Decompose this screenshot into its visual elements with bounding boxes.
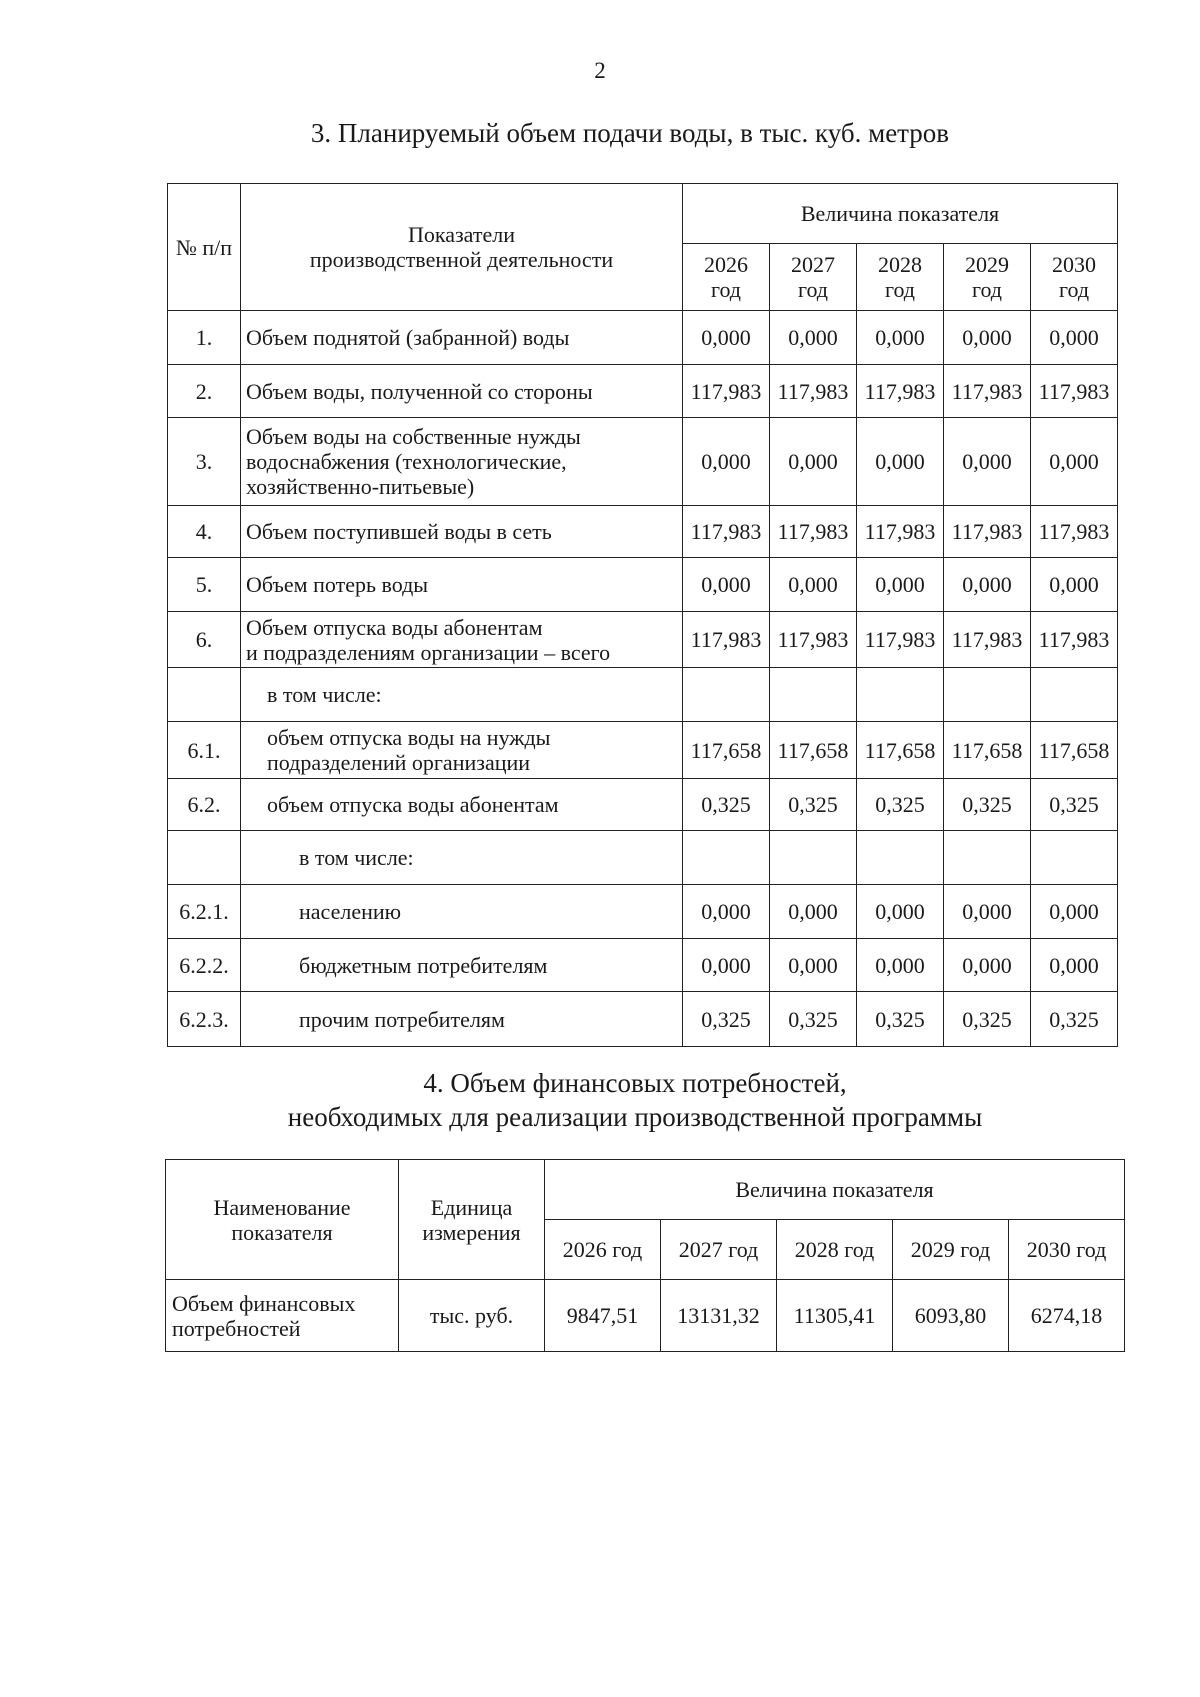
row-label-line: бюджетным потребителям bbox=[299, 952, 548, 978]
header-year-unit: год bbox=[1058, 277, 1090, 302]
row-number: 6.2.2. bbox=[168, 939, 241, 992]
header-unit-line2: измерения bbox=[422, 1219, 521, 1245]
value-cell: 0,000 bbox=[1031, 311, 1118, 365]
row-label-line: прочим потребителям bbox=[299, 1006, 505, 1032]
header-year bbox=[857, 244, 944, 311]
row-label-line: населению bbox=[299, 899, 402, 924]
table-row bbox=[168, 612, 1118, 668]
value-cell: 6274,18 bbox=[1009, 1280, 1125, 1352]
value-cell bbox=[944, 831, 1031, 885]
table-row bbox=[168, 558, 1118, 612]
row-label-line: объем отпуска воды абонентам bbox=[267, 792, 559, 817]
value-cell bbox=[770, 668, 857, 722]
value-cell: 0,000 bbox=[683, 939, 770, 992]
header-indicator-line1: Показатели bbox=[407, 222, 516, 247]
header-year: 2029 год bbox=[893, 1220, 1009, 1280]
header-year: 2026 год bbox=[545, 1220, 661, 1280]
row-label-line: Объем потерь воды bbox=[246, 572, 429, 597]
value-cell: 0,000 bbox=[770, 558, 857, 612]
value-cell: 117,658 bbox=[1031, 722, 1118, 779]
row-label bbox=[241, 506, 683, 558]
row-label bbox=[241, 418, 683, 506]
value-cell: 0,325 bbox=[683, 992, 770, 1047]
value-cell: 117,983 bbox=[683, 506, 770, 558]
header-year bbox=[944, 244, 1031, 311]
value-cell: 0,325 bbox=[944, 992, 1031, 1047]
header-value-group: Величина показателя bbox=[683, 184, 1118, 244]
header-year-unit: год bbox=[971, 277, 1003, 302]
value-cell: 0,000 bbox=[944, 418, 1031, 506]
section-3-title: 3. Планируемый объем подачи воды, в тыс. куб. метров bbox=[310, 118, 950, 148]
table-row bbox=[168, 722, 1118, 779]
value-cell: 0,000 bbox=[1031, 885, 1118, 939]
value-cell: 117,983 bbox=[944, 612, 1031, 668]
header-year bbox=[1031, 244, 1118, 311]
value-cell: 0,000 bbox=[1031, 418, 1118, 506]
row-number: 6.2. bbox=[168, 779, 241, 831]
row-label-line: Объем воды, полученной со стороны bbox=[246, 378, 593, 404]
header-num: № п/п bbox=[168, 184, 241, 311]
table-row bbox=[168, 668, 1118, 722]
section-4-title bbox=[0, 1066, 1200, 1134]
header-year-number: 2026 bbox=[704, 252, 748, 277]
value-cell: 0,325 bbox=[857, 992, 944, 1047]
value-cell: 0,325 bbox=[1031, 992, 1118, 1047]
value-cell: 0,000 bbox=[683, 418, 770, 506]
row-label-line: водоснабжения (технологические, bbox=[246, 449, 567, 474]
value-cell: 117,658 bbox=[683, 722, 770, 779]
row-label-line: объем отпуска воды на нужды bbox=[267, 725, 551, 750]
value-cell: 0,000 bbox=[683, 885, 770, 939]
value-cell: 0,000 bbox=[857, 418, 944, 506]
row-label-line: Объем воды на собственные нужды bbox=[246, 424, 581, 449]
value-cell: 0,325 bbox=[770, 779, 857, 831]
value-cell: 0,000 bbox=[944, 558, 1031, 612]
row-number: 6. bbox=[168, 612, 241, 668]
row-label bbox=[241, 831, 683, 885]
header-indicator bbox=[241, 184, 683, 311]
value-cell: 117,983 bbox=[770, 612, 857, 668]
row-label-line: и подразделениям организации – всего bbox=[246, 639, 611, 665]
value-cell: 0,000 bbox=[683, 558, 770, 612]
header-year bbox=[770, 244, 857, 311]
row-number bbox=[168, 831, 241, 885]
row-label bbox=[241, 885, 683, 939]
row-number: 6.2.3. bbox=[168, 992, 241, 1047]
row-label bbox=[166, 1280, 399, 1352]
value-cell bbox=[1031, 831, 1118, 885]
header-value-group: Величина показателя bbox=[545, 1160, 1125, 1220]
water-supply-table bbox=[167, 183, 1118, 1047]
value-cell: 117,983 bbox=[1031, 612, 1118, 668]
header-unit-line1: Единица bbox=[430, 1194, 513, 1220]
header-year-unit: год bbox=[884, 277, 916, 302]
value-cell bbox=[857, 668, 944, 722]
row-number: 2. bbox=[168, 365, 241, 418]
value-cell: 117,983 bbox=[770, 506, 857, 558]
row-number bbox=[168, 668, 241, 722]
row-number: 1. bbox=[168, 311, 241, 365]
table-row bbox=[168, 885, 1118, 939]
row-label-line: подразделений организации bbox=[267, 750, 531, 775]
row-number: 4. bbox=[168, 506, 241, 558]
row-label bbox=[241, 722, 683, 779]
value-cell: 117,983 bbox=[944, 365, 1031, 418]
value-cell: 0,325 bbox=[770, 992, 857, 1047]
value-cell: 0,000 bbox=[944, 885, 1031, 939]
header-year-number: 2030 bbox=[1052, 252, 1096, 277]
value-cell: 0,325 bbox=[944, 779, 1031, 831]
value-cell: 117,658 bbox=[770, 722, 857, 779]
row-label bbox=[241, 612, 683, 668]
row-label bbox=[241, 939, 683, 992]
row-label bbox=[241, 558, 683, 612]
value-cell: 0,000 bbox=[1031, 939, 1118, 992]
table-row bbox=[168, 506, 1118, 558]
value-cell: 0,000 bbox=[770, 939, 857, 992]
value-cell bbox=[683, 668, 770, 722]
header-year bbox=[683, 244, 770, 311]
value-cell: 11305,41 bbox=[777, 1280, 893, 1352]
row-number: 3. bbox=[168, 418, 241, 506]
value-cell: 117,983 bbox=[1031, 506, 1118, 558]
header-year: 2028 год bbox=[777, 1220, 893, 1280]
value-cell: 0,000 bbox=[944, 311, 1031, 365]
value-cell bbox=[770, 831, 857, 885]
header-indicator-line2: производственной деятельности bbox=[309, 247, 614, 272]
row-label-line: Объем поступившей воды в сеть bbox=[246, 519, 552, 544]
value-cell bbox=[683, 831, 770, 885]
row-label bbox=[241, 365, 683, 418]
value-cell: 117,983 bbox=[857, 365, 944, 418]
row-label bbox=[241, 311, 683, 365]
row-label-line: в том числе: bbox=[299, 845, 414, 870]
table-row bbox=[168, 311, 1118, 365]
header-year-number: 2028 bbox=[878, 252, 922, 277]
value-cell: 0,000 bbox=[857, 558, 944, 612]
table-row bbox=[168, 992, 1118, 1047]
header-unit bbox=[399, 1160, 545, 1280]
row-unit: тыс. руб. bbox=[399, 1280, 545, 1352]
value-cell: 6093,80 bbox=[893, 1280, 1009, 1352]
value-cell: 0,000 bbox=[770, 885, 857, 939]
header-name-line1: Наименование bbox=[213, 1194, 351, 1220]
financial-needs-table bbox=[165, 1159, 1125, 1352]
header-year-unit: год bbox=[710, 277, 742, 302]
value-cell: 117,983 bbox=[857, 506, 944, 558]
header-name-line2: показателя bbox=[231, 1219, 333, 1245]
table-row bbox=[168, 831, 1118, 885]
value-cell: 0,325 bbox=[683, 779, 770, 831]
value-cell: 117,983 bbox=[857, 612, 944, 668]
row-label bbox=[241, 668, 683, 722]
value-cell: 117,983 bbox=[683, 365, 770, 418]
value-cell bbox=[1031, 668, 1118, 722]
header-year: 2030 год bbox=[1009, 1220, 1125, 1280]
row-number: 6.1. bbox=[168, 722, 241, 779]
value-cell: 117,983 bbox=[683, 612, 770, 668]
row-label-line: Объем поднятой (забранной) воды bbox=[246, 325, 570, 350]
value-cell: 0,000 bbox=[857, 311, 944, 365]
value-cell: 0,000 bbox=[944, 939, 1031, 992]
value-cell: 0,000 bbox=[1031, 558, 1118, 612]
value-cell: 0,000 bbox=[857, 939, 944, 992]
value-cell: 117,983 bbox=[770, 365, 857, 418]
section-4-title-line2: необходимых для реализации производственной программы bbox=[287, 1102, 983, 1132]
value-cell: 117,983 bbox=[1031, 365, 1118, 418]
header-year-number: 2029 bbox=[965, 252, 1009, 277]
row-label-line: Объем финансовых bbox=[172, 1290, 356, 1316]
header-year: 2027 год bbox=[661, 1220, 777, 1280]
row-label-line: в том числе: bbox=[267, 682, 382, 707]
value-cell: 0,000 bbox=[770, 418, 857, 506]
header-name bbox=[166, 1160, 399, 1280]
value-cell bbox=[944, 668, 1031, 722]
page-number: 2 bbox=[594, 58, 606, 83]
table-row bbox=[168, 418, 1118, 506]
table-row bbox=[168, 365, 1118, 418]
row-label bbox=[241, 992, 683, 1047]
row-label-line: хозяйственно-питьевые) bbox=[246, 474, 475, 499]
row-number: 5. bbox=[168, 558, 241, 612]
value-cell: 13131,32 bbox=[661, 1280, 777, 1352]
value-cell: 0,325 bbox=[1031, 779, 1118, 831]
row-label bbox=[241, 779, 683, 831]
table-row bbox=[168, 779, 1118, 831]
row-number: 6.2.1. bbox=[168, 885, 241, 939]
value-cell: 0,325 bbox=[857, 779, 944, 831]
value-cell: 117,658 bbox=[944, 722, 1031, 779]
value-cell: 9847,51 bbox=[545, 1280, 661, 1352]
table-row bbox=[168, 939, 1118, 992]
value-cell: 0,000 bbox=[770, 311, 857, 365]
table-row bbox=[166, 1280, 1125, 1352]
value-cell: 117,658 bbox=[857, 722, 944, 779]
row-label-line: Объем отпуска воды абонентам bbox=[246, 614, 543, 640]
value-cell: 117,983 bbox=[944, 506, 1031, 558]
section-4-title-line1: 4. Объем финансовых потребностей, bbox=[423, 1068, 847, 1098]
header-year-number: 2027 bbox=[791, 252, 835, 277]
value-cell: 0,000 bbox=[857, 885, 944, 939]
row-label-line: потребностей bbox=[172, 1315, 301, 1341]
header-year-unit: год bbox=[797, 277, 829, 302]
value-cell: 0,000 bbox=[683, 311, 770, 365]
value-cell bbox=[857, 831, 944, 885]
